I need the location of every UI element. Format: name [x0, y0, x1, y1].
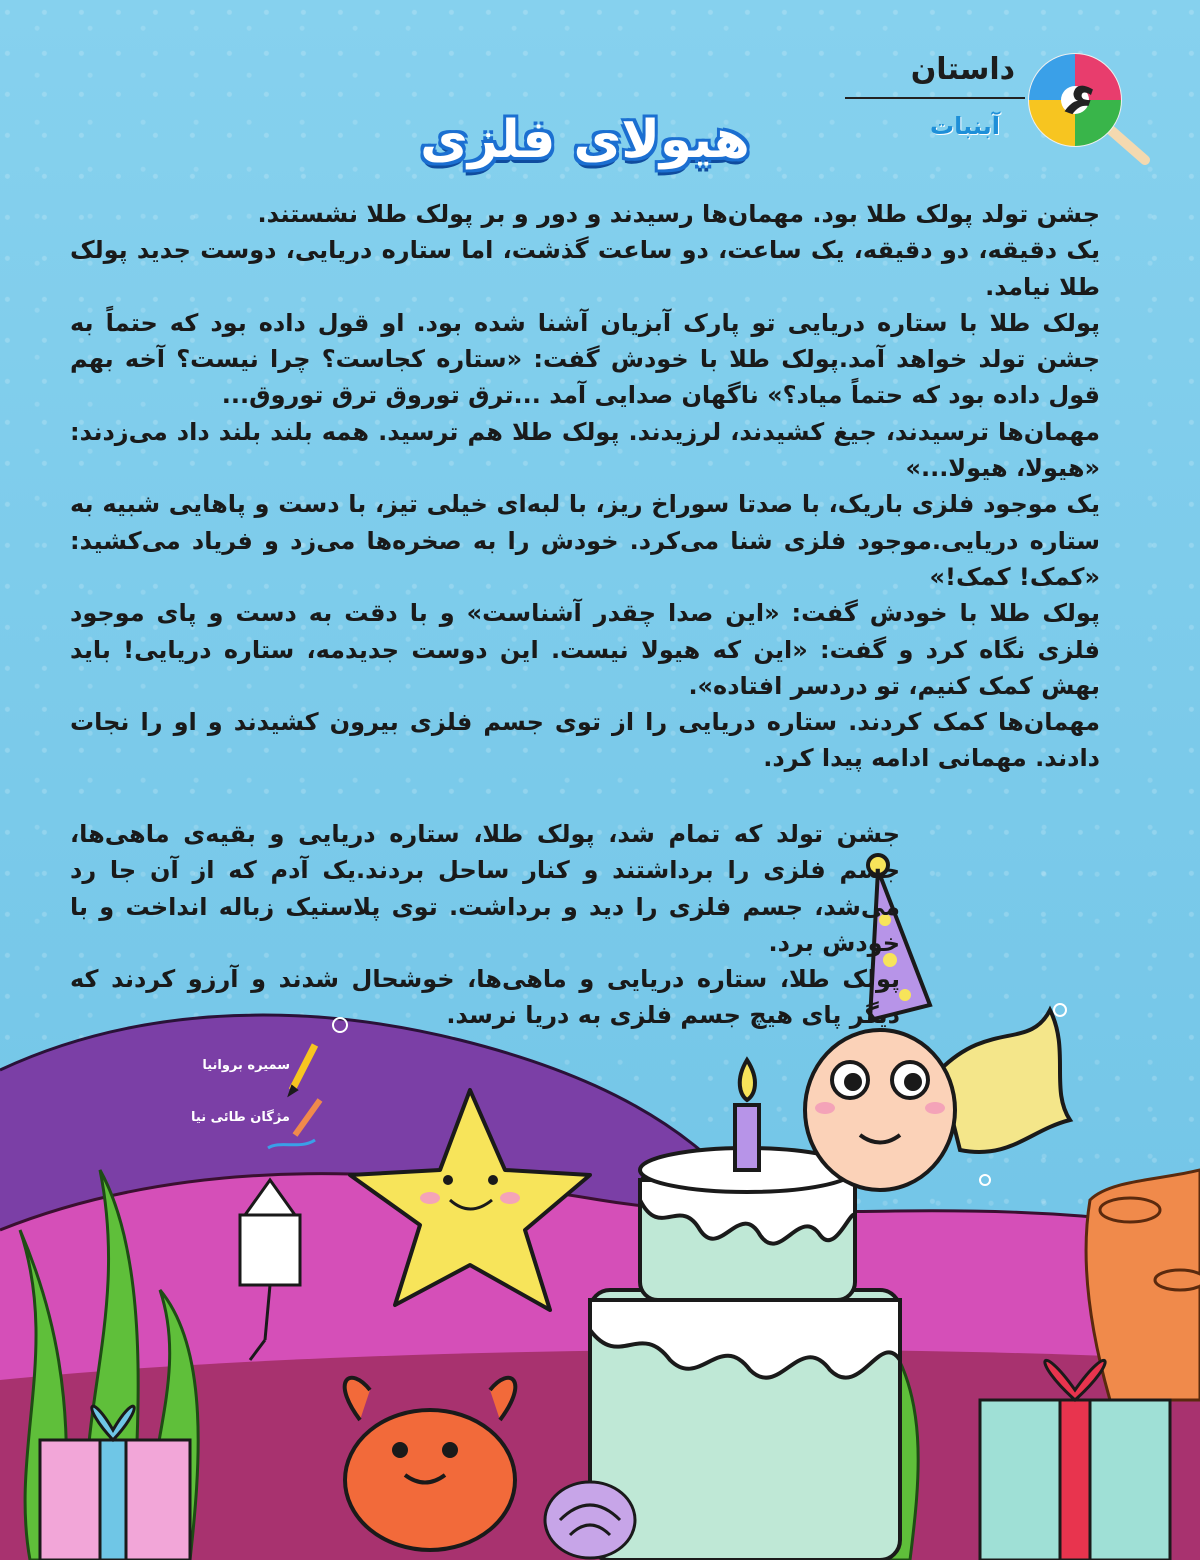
page-number: ۶: [1056, 68, 1104, 132]
story-paragraph: جشن تولد که تمام شد، پولک طلا، ستاره دریایی و بقیه‌ی ماهی‌ها، جسم فلزی را برداشتند و کنار ساحل بردند.یک آدم که از آن جا رد می‌شد، جسم فلزی را دید و برداشت. توی پلاستیک زباله انداخت و با خودش برد.: [70, 820, 900, 957]
seashell: [545, 1482, 635, 1558]
writer-credit: سمیره بروانیا: [202, 1058, 290, 1073]
story-paragraph: پولک طلا با ستاره دریایی تو پارک آبزیان آشنا شده بود. او قول داده بود که حتماً به جشن تولد خواهد آمد.پولک طلا با خودش گفت: «ستاره کجاست؟ چرا نیست؟ آخه بهم قول داده بود که حتماً میاد؟» ناگهان صدایی آمد ...ترق توروق ترق توروق...: [70, 308, 1100, 410]
story-paragraph: یک موجود فلزی باریک، با صدتا سوراخ ریز، با لبه‌ای خیلی تیز، با دست و پاهایی شبیه به ستاره دریایی.موجود فلزی شنا می‌کرد. خودش را به صخره‌ها می‌زد و فریاد می‌کشید: «کمک! کمک!»: [70, 490, 1100, 591]
story-paragraph: پولک طلا با خودش گفت: «این صدا چقدر آشناست» و با دقت به دست و پای موجود فلزی نگاه کرد و گفت: «این که هیولا نیست. این دوست جدیدمه، ستاره دریایی! باید بهش کمک کنیم، تو دردسر افتاده».: [70, 599, 1100, 700]
story-body: [70, 196, 1100, 777]
story-paragraph: مهمان‌ها ترسیدند، جیغ کشیدند، لرزیدند. پولک طلا هم ترسید. همه بلند بلند داد می‌زدند: «هیولا، هیولا...»: [70, 417, 1100, 483]
story-paragraph: پولک طلا، ستاره دریایی و ماهی‌ها، خوشحال شدند و آرزو کردند که دیگر پای هیچ جسم فلزی به دریا نرسد.: [70, 965, 900, 1030]
illustrator-credit: مژگان طائی نیا: [191, 1110, 290, 1125]
story-paragraph: یک دقیقه، دو دقیقه، یک ساعت، دو ساعت گذشت، اما ستاره دریایی، دوست جدید پولک طلا نیامد.: [70, 236, 1100, 301]
story-paragraph: مهمان‌ها کمک کردند. ستاره دریایی را از توی جسم فلزی بیرون کشیدند و او را نجات دادند. مهمانی ادامه پیدا کرد.: [70, 708, 1100, 773]
section-label: داستان: [910, 52, 1015, 87]
header-divider: [845, 97, 1025, 99]
magazine-logo: آبنبات: [930, 112, 1000, 140]
story-paragraph: جشن تولد پولک طلا بود. مهمان‌ها رسیدند و دور و بر پولک طلا نشستند.: [257, 200, 1100, 228]
story-title: هیولای فلزی: [420, 110, 750, 170]
story-closing: [70, 816, 900, 1034]
